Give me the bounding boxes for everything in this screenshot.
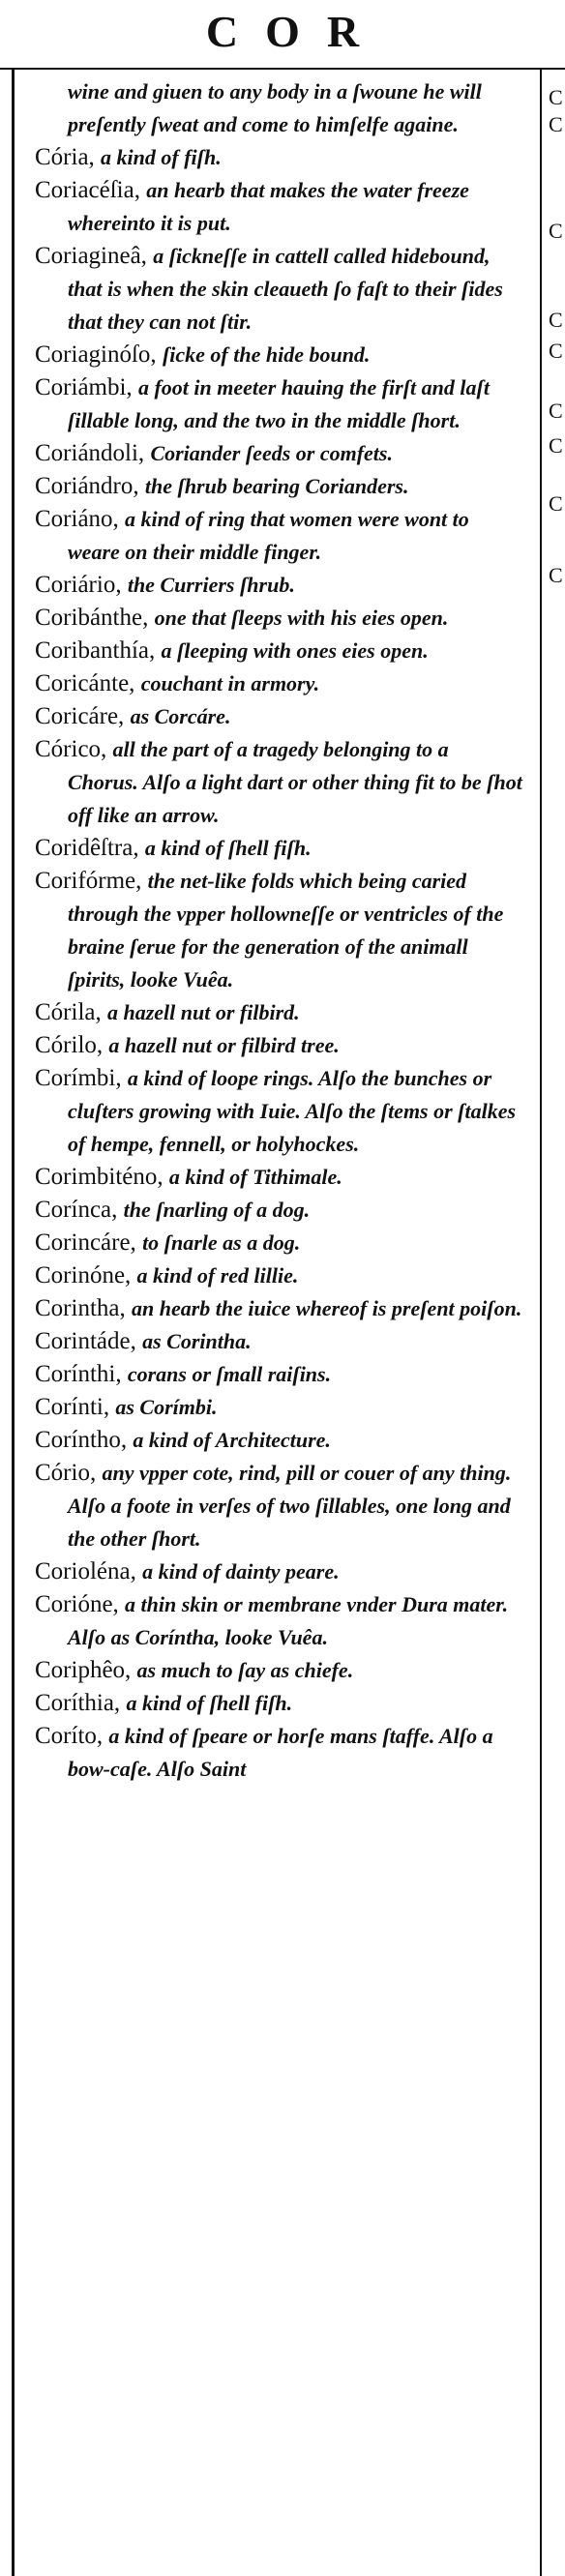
adjacent-column-fragment: C <box>549 219 563 243</box>
dictionary-entry: Coriagineâ, a ſickneſſe in cattell called hidebound, that is when the skin cleaueth ſo faſt to their ſides that they can not ſtir. <box>35 243 503 334</box>
dictionary-entry: Coríto, a kind of ſpeare or horſe mans ſtaffe. Alſo a bow-caſe. Alſo Saint <box>35 1723 493 1781</box>
dictionary-entry: Coriphêo, as much to ſay as chiefe. <box>35 1657 354 1683</box>
dictionary-entry: Corímbi, a kind of loope rings. Alſo the bunches or cluſters growing with Iuie. Alſo the ſtems or ſtalkes of hempe, fennell, or holyhockes. <box>35 1065 517 1156</box>
dictionary-entry: Corintha, an hearb the iuice whereof is preſent poiſon. <box>35 1295 522 1321</box>
adjacent-column-fragment: C <box>549 85 563 109</box>
dictionary-entry: Corincáre, to ſnarle as a dog. <box>35 1229 301 1256</box>
dictionary-entry: Cória, a kind of fiſh. <box>35 144 222 170</box>
dictionary-entry: Corioléna, a kind of dainty peare. <box>35 1558 340 1584</box>
adjacent-column-fragment: C <box>549 112 563 136</box>
dictionary-entry: Córilo, a hazell nut or filbird tree. <box>35 1032 340 1058</box>
dictionary-entry: Corínca, the ſnarling of a dog. <box>35 1197 311 1223</box>
dictionary-entry: Coriáno, a kind of ring that women were wont to weare on their middle finger. <box>35 506 469 564</box>
dictionary-entry: Córila, a hazell nut or filbird. <box>35 999 300 1025</box>
dictionary-entry: Coriándro, the ſhrub bearing Corianders. <box>35 473 409 499</box>
dictionary-entry: Corintáde, as Corintha. <box>35 1328 252 1354</box>
dictionary-entry: Corióne, a thin skin or membrane vnder Dura mater. Alſo as Coríntha, looke Vuêa. <box>35 1591 509 1649</box>
adjacent-column-fragment: C <box>549 399 563 423</box>
dictionary-entry: Coriámbi, a foot in meeter hauing the firſt and laſt ſillable long, and the two in the middle ſhort. <box>35 374 490 432</box>
left-column-rule <box>12 70 15 2576</box>
dictionary-entry: Coribanthía, a ſleeping with ones eies open. <box>35 637 429 664</box>
dictionary-entry: Corínthi, corans or ſmall raiſins. <box>35 1361 332 1387</box>
dictionary-entry: Coridêſtra, a kind of ſhell fiſh. <box>35 835 312 861</box>
dictionary-entry: Coricánte, couchant in armory. <box>35 670 320 696</box>
dictionary-entry: Corimbiténo, a kind of Tithimale. <box>35 1164 342 1190</box>
adjacent-column-fragment: C <box>549 491 563 516</box>
dictionary-column <box>35 75 523 1786</box>
dictionary-entry: Coriário, the Curriers ſhrub. <box>35 572 295 598</box>
dictionary-entry: Corínti, as Corímbi. <box>35 1394 218 1420</box>
page-header <box>0 0 565 70</box>
adjacent-column-fragment: C <box>549 339 563 363</box>
dictionary-entry: wine and giuen to any body in a ſwoune he will preſently ſweat and come to himſelfe againe. <box>68 79 482 136</box>
adjacent-column-fragment: C <box>549 563 563 587</box>
dictionary-entry: Cório, any vpper cote, rind, pill or couer of any thing. Alſo a foote in verſes of two ſillables, one long and the other ſhort. <box>35 1460 512 1551</box>
dictionary-entry: Coribánthe, one that ſleeps with his eies open. <box>35 605 449 631</box>
dictionary-entry: Coriaginóſo, ſicke of the hide bound. <box>35 341 371 368</box>
dictionary-entry: Corinóne, a kind of red lillie. <box>35 1262 299 1288</box>
adjacent-column-fragment: C <box>549 308 563 332</box>
right-column-rule <box>540 70 542 2576</box>
dictionary-entry: Coriacéſia, an hearb that makes the water freeze whereinto it is put. <box>35 177 469 235</box>
dictionary-entry: Coríntho, a kind of Architecture. <box>35 1427 331 1453</box>
dictionary-entry: Coriándoli, Coriander ſeeds or comfets. <box>35 440 393 466</box>
running-head-title: COR <box>205 7 387 56</box>
adjacent-column-fragment: C <box>549 433 563 458</box>
dictionary-entry: Coricáre, as Corcáre. <box>35 703 231 729</box>
dictionary-entry: Corifórme, the net-like folds which being caried through the vpper hollowneſſe or ventricles of the braine ſerue for the generation of the animall ſpirits, looke Vuêa. <box>35 868 504 992</box>
dictionary-entry: Córico, all the part of a tragedy belonging to a Chorus. Alſo a light dart or other thing fit to be ſhot off like an arrow. <box>35 736 522 827</box>
dictionary-entry: Coríthia, a kind of ſhell fiſh. <box>35 1690 293 1716</box>
